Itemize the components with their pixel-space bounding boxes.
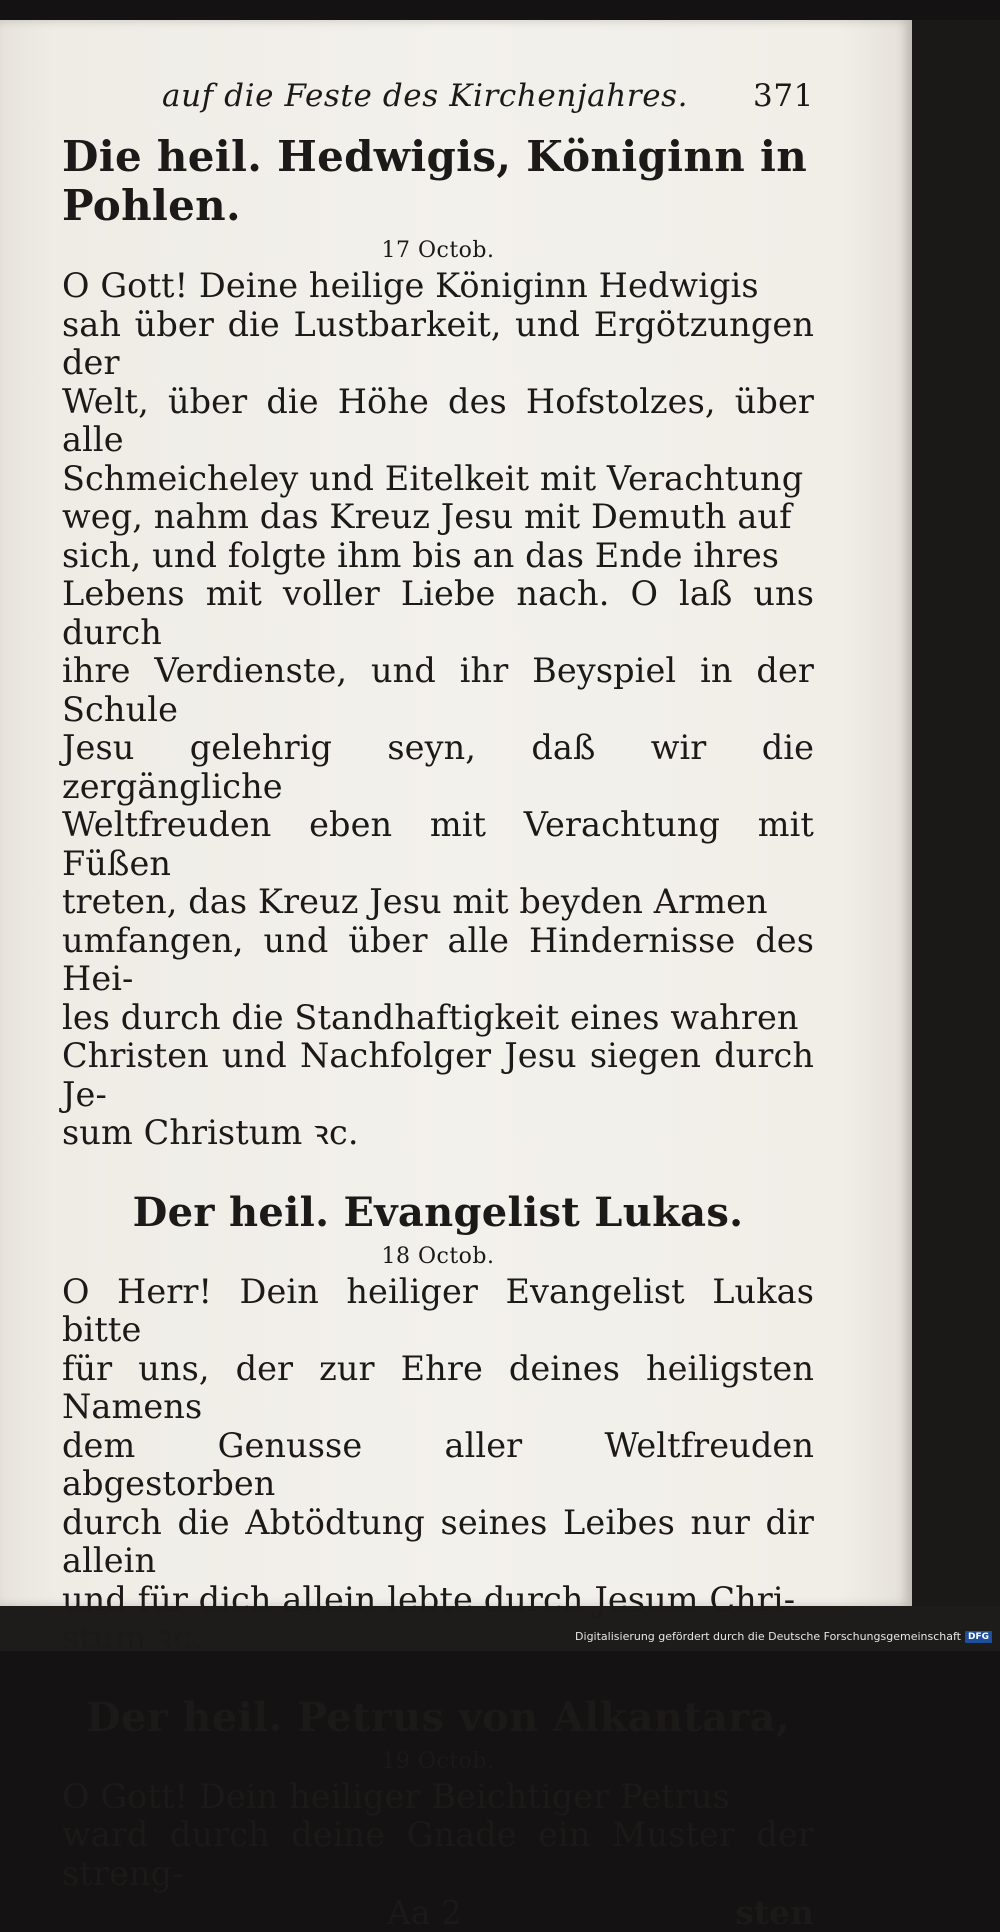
- section-date-hedwigis: 17 Octob.: [381, 238, 495, 263]
- text-line: und für dich allein lebte durch Jesum Chri-: [62, 1579, 796, 1619]
- text-line: umfangen, und über alle Hindernisse des Hei-: [62, 920, 814, 998]
- page-edge-shadow: [912, 20, 1000, 1606]
- text-line: Lebens mit voller Liebe nach. O laß uns durch: [62, 574, 814, 652]
- signature-mark: Aa 2: [387, 1893, 462, 1932]
- dfg-logo: DFG: [965, 1631, 992, 1643]
- text-line: Welt, über die Höhe des Hofstolzes, über alle: [62, 381, 814, 459]
- text-line: weg, nahm das Kreuz Jesu mit Demuth auf: [62, 497, 792, 536]
- prayer-text-petrus: [62, 1778, 814, 1894]
- page-footer: [62, 1893, 814, 1932]
- text-line: les durch die Standhaftigkeit eines wahren: [62, 997, 799, 1037]
- section-heading-hedwigis: Die heil. Hedwigis, Königinn in Pohlen.: [62, 132, 808, 230]
- page-content: [62, 78, 814, 1932]
- section-date-petrus: 19 Octob.: [381, 1748, 495, 1774]
- section-date-lukas: 18 Octob.: [381, 1243, 495, 1269]
- digitization-credit-text: Digitalisierung gefördert durch die Deutsche Forschungsgemeinschaft: [575, 1630, 961, 1643]
- text-line: ihre Verdienste, und ihr Beyspiel in der Schule: [62, 651, 814, 729]
- text-line: Schmeicheley und Eitelkeit mit Verachtung: [62, 458, 804, 498]
- page-number: 371: [753, 78, 814, 114]
- section-heading-lukas: Der heil. Evangelist Lukas.: [132, 1188, 744, 1236]
- text-line: stum ꝛc.: [62, 1618, 203, 1657]
- text-line: O Gott! Deine heilige Königinn Hedwigis: [62, 266, 759, 305]
- prayer-text-hedwigis: [62, 267, 814, 1153]
- text-line: Christen und Nachfolger Jesu siegen durch Je-: [62, 1036, 814, 1114]
- text-line: durch die Abtödtung seines Leibes nur dir allein: [62, 1502, 814, 1580]
- text-line: dem Genusse aller Weltfreuden abgestorben: [62, 1425, 814, 1503]
- running-head: [62, 78, 814, 128]
- text-line: O Gott! Dein heiliger Beichtiger Petrus: [62, 1776, 730, 1816]
- text-line: ward durch deine Gnade ein Muster der streng-: [62, 1815, 814, 1893]
- section-heading-petrus: Der heil. Petrus von Alkantara,: [86, 1693, 790, 1741]
- text-line: sich, und folgte ihm bis an das Ende ihres: [62, 535, 780, 575]
- prayer-text-lukas: [62, 1273, 814, 1658]
- text-line: treten, das Kreuz Jesu mit beyden Armen: [62, 882, 768, 921]
- running-head-title: auf die Feste des Kirchenjahres.: [162, 78, 689, 114]
- digitization-credit: [575, 1630, 992, 1643]
- text-line: Weltfreuden eben mit Verachtung mit Füßen: [62, 805, 814, 883]
- text-line: Jesu gelehrig seyn, daß wir die zergängliche: [62, 728, 814, 806]
- text-line: O Herr! Dein heiliger Evangelist Lukas bitte: [62, 1271, 814, 1349]
- catchword: sten: [735, 1893, 814, 1932]
- text-line: für uns, der zur Ehre deines heiligsten Namens: [62, 1348, 814, 1426]
- text-line: sum Christum ꝛc.: [62, 1113, 359, 1152]
- text-line: sah über die Lustbarkeit, und Ergötzungen der: [62, 304, 814, 382]
